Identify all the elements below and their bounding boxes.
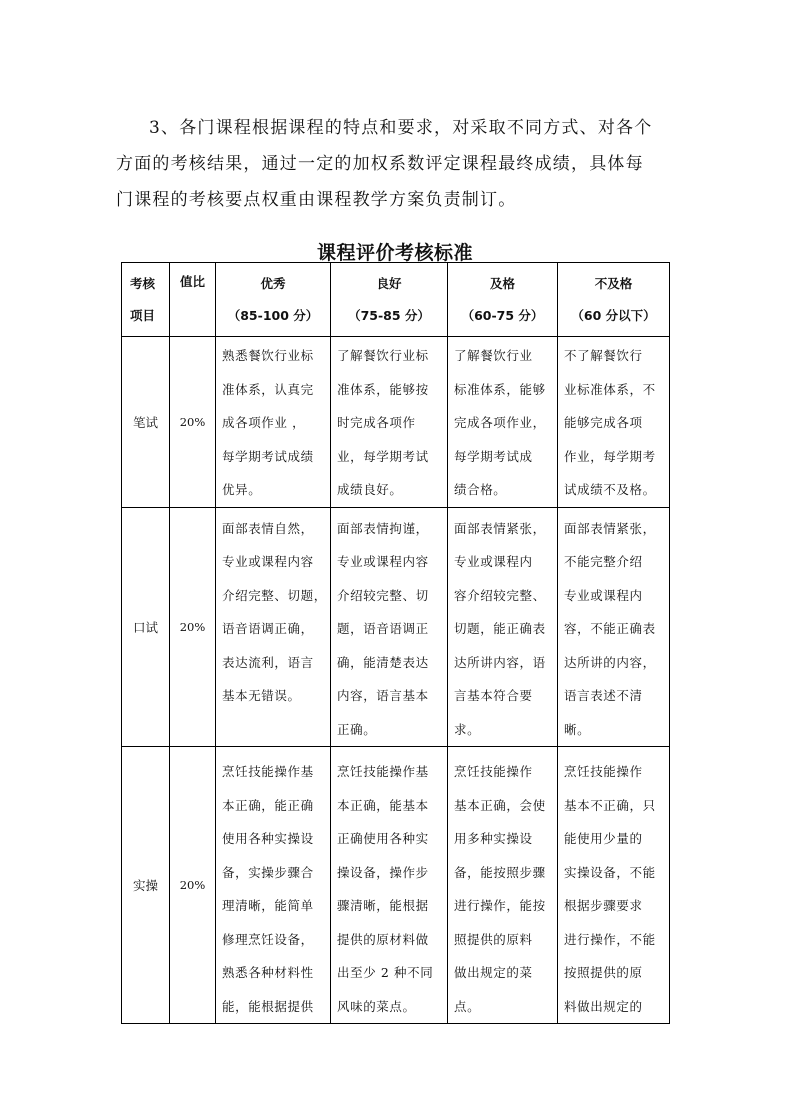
cell-line: 介绍较完整、切 (337, 587, 429, 603)
cell-line: 烹饪技能操作基 (337, 764, 429, 779)
fail-cell (558, 507, 670, 747)
cell-line: 操设备，操作步 (337, 864, 429, 880)
cell-line: 出至少 2 种不同 (337, 965, 434, 980)
cell-line: 专业或课程内 (454, 554, 533, 569)
header-pass-label: 及格 (489, 275, 515, 291)
cell-line: 能使用少量的 (564, 831, 643, 846)
pass-cell (448, 747, 558, 1024)
paragraph-line: 门课程的考核要点权重由课程教学方案负责制订。 (116, 190, 517, 210)
cell-line: 题，语音语调正 (337, 621, 429, 636)
cell-line: 达所讲内容，语 (454, 654, 546, 670)
evaluation-table (121, 262, 670, 1024)
cell-line: 烹饪技能操作 (564, 764, 643, 779)
cell-line: 熟悉各种材料性 (222, 965, 314, 980)
fail-cell (558, 337, 670, 508)
cell-line: 面部表情紧张， (454, 520, 546, 536)
cell-line: 按照提供的原 (564, 965, 643, 980)
header-item-line2: 项目 (130, 307, 156, 323)
cell-line: 正确。 (337, 721, 377, 737)
cell-line: 修理烹饪设备， (222, 931, 314, 947)
table-row (122, 507, 670, 747)
cell-line: 准体系，能够按 (337, 381, 429, 397)
cell-line: 料做出规定的 (564, 998, 643, 1014)
intro-paragraph (116, 110, 683, 218)
cell-line: 不了解餐饮行 (564, 348, 643, 363)
item-cell: 笔试 (122, 337, 170, 508)
cell-line: 使用各种实操设 (222, 831, 314, 846)
table-row (122, 337, 670, 508)
cell-line: 提供的原材料做 (337, 931, 429, 947)
cell-line: 了解餐饮行业标 (337, 348, 429, 363)
cell-line: 成各项作业 ， (222, 415, 306, 430)
table-header-row (122, 263, 670, 337)
cell-line: 根据步骤要求 (564, 898, 643, 913)
cell-line: 照提供的原料 (454, 931, 533, 947)
fail-cell (558, 747, 670, 1024)
cell-line: 基本无错误。 (222, 688, 301, 703)
cell-line: 时完成各项作 (337, 415, 416, 430)
header-good-range: （75-85 分） (348, 307, 430, 323)
cell-line: 本正确，能基本 (337, 797, 429, 813)
cell-line: 实操设备，不能 (564, 864, 656, 880)
cell-line: 能够完成各项 (564, 415, 643, 430)
cell-line: 骤清晰，能根据 (337, 898, 429, 913)
cell-line: 面部表情紧张， (564, 520, 656, 536)
cell-line: 业，每学期考试 (337, 448, 429, 464)
item-cell: 口试 (122, 507, 170, 747)
cell-line: 语音语调正确， (222, 621, 314, 636)
cell-line: 达所讲的内容， (564, 654, 656, 670)
cell-line: 专业或课程内容 (222, 554, 314, 569)
cell-line: 表达流利，语言 (222, 654, 314, 670)
cell-line: 试成绩不及格。 (564, 482, 656, 497)
cell-line: 正确使用各种实 (337, 831, 429, 846)
cell-line: 不能完整介绍 (564, 554, 643, 569)
paragraph-line: 3、各门课程根据课程的特点和要求，对采取不同方式、对各个 (149, 118, 653, 138)
cell-line: 能，能根据提供 (222, 998, 314, 1014)
cell-line: 作业，每学期考 (564, 448, 656, 464)
header-excellent-label: 优秀 (260, 275, 286, 291)
table-title: 课程评价考核标准 (316, 242, 473, 264)
cell-line: 备，实操步骤合 (222, 864, 314, 880)
cell-line: 完成各项作业， (454, 415, 546, 430)
weight-cell: 20% (170, 747, 216, 1024)
header-fail-label: 不及格 (594, 275, 633, 291)
cell-line: 进行操作，不能 (564, 931, 656, 947)
cell-line: 准体系，认真完 (222, 381, 314, 397)
cell-line: 每学期考试成绩 (222, 448, 314, 464)
header-item-line1: 考核 (130, 275, 156, 291)
cell-line: 进行操作，能按 (454, 898, 546, 913)
cell-line: 求。 (454, 721, 481, 737)
cell-line: 确，能清楚表达 (337, 654, 429, 670)
cell-line: 了解餐饮行业 (454, 348, 533, 363)
cell-line: 标准体系，能够 (454, 381, 546, 397)
cell-line: 专业或课程内容 (337, 554, 429, 569)
cell-line: 备，能按照步骤 (454, 864, 546, 880)
cell-line: 切题，能正确表 (454, 621, 546, 636)
header-pass (448, 263, 558, 337)
header-excellent (216, 263, 331, 337)
header-pass-range: （60-75 分） (461, 307, 544, 323)
excellent-cell (216, 337, 331, 508)
cell-line: 面部表情自然， (222, 520, 314, 536)
excellent-cell (216, 507, 331, 747)
cell-line: 言基本符合要 (454, 688, 533, 703)
cell-line: 基本不正确，只 (564, 797, 656, 813)
cell-line: 介绍完整、切题， (222, 587, 327, 603)
cell-line: 优异。 (222, 482, 262, 497)
cell-line: 点。 (454, 998, 481, 1014)
cell-line: 风味的菜点。 (337, 998, 416, 1014)
cell-line: 业标准体系，不 (564, 381, 656, 397)
weight-cell: 20% (170, 507, 216, 747)
cell-line: 本正确，能正确 (222, 797, 314, 813)
header-fail (558, 263, 670, 337)
header-good-label: 良好 (376, 275, 402, 291)
good-cell (331, 507, 448, 747)
cell-line: 专业或课程内 (564, 587, 643, 603)
cell-line: 做出规定的菜 (454, 965, 533, 980)
cell-line: 烹饪技能操作 (454, 764, 533, 779)
pass-cell (448, 337, 558, 508)
cell-line: 绩合格。 (454, 482, 507, 497)
header-excellent-range: （85-100 分） (227, 307, 319, 323)
header-good (331, 263, 448, 337)
excellent-cell (216, 747, 331, 1024)
weight-cell: 20% (170, 337, 216, 508)
good-cell (331, 747, 448, 1024)
cell-line: 基本正确，会使 (454, 797, 546, 813)
table-row (122, 747, 670, 1024)
cell-line: 晰。 (564, 721, 591, 737)
item-cell: 实操 (122, 747, 170, 1024)
cell-line: 容介绍较完整、 (454, 587, 546, 603)
cell-line: 成绩良好。 (337, 482, 403, 497)
pass-cell (448, 507, 558, 747)
header-fail-range: （60 分以下） (571, 307, 656, 323)
header-weight: 值比 (170, 263, 216, 337)
good-cell (331, 337, 448, 508)
cell-line: 内容，语言基本 (337, 688, 429, 703)
header-item (122, 263, 170, 337)
cell-line: 每学期考试成 (454, 448, 533, 464)
cell-line: 用多种实操设 (454, 831, 533, 846)
cell-line: 理清晰，能简单 (222, 898, 314, 913)
cell-line: 烹饪技能操作基 (222, 764, 314, 779)
cell-line: 熟悉餐饮行业标 (222, 348, 314, 363)
cell-line: 面部表情拘谨， (337, 520, 429, 536)
cell-line: 容，不能正确表 (564, 621, 656, 636)
paragraph-line: 方面的考核结果，通过一定的加权系数评定课程最终成绩，具体每 (116, 154, 644, 174)
cell-line: 语言表述不清 (564, 688, 643, 703)
